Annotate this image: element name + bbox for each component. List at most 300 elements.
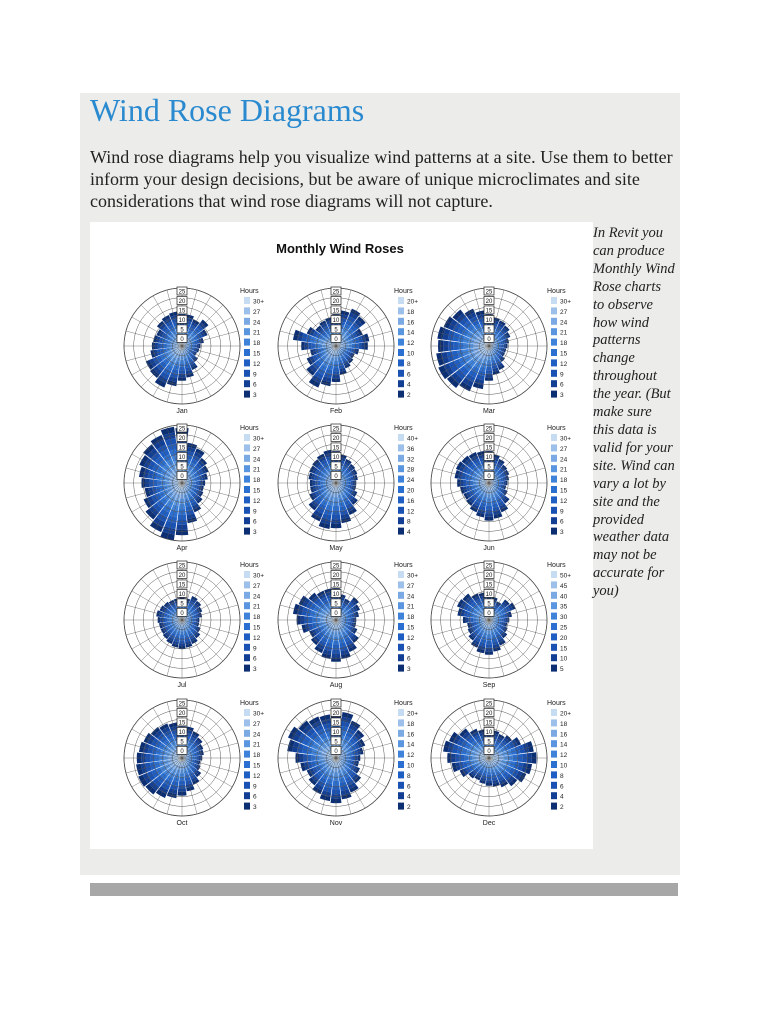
- ring-label: 5: [180, 327, 184, 334]
- legend-swatch: [244, 496, 250, 503]
- ring-label: 25: [178, 701, 186, 708]
- ring-label: 10: [332, 729, 340, 736]
- legend-swatch: [551, 486, 557, 493]
- legend-label: 27: [253, 308, 261, 316]
- ring-label: 5: [487, 601, 491, 608]
- legend-title: Hours: [547, 425, 566, 432]
- legend-label: 8: [407, 772, 411, 780]
- ring-label: 20: [485, 298, 493, 305]
- ring-label: 15: [485, 582, 493, 589]
- legend-title: Hours: [547, 562, 566, 569]
- ring-label: 10: [485, 317, 493, 324]
- legend-swatch: [551, 507, 557, 514]
- legend-swatch: [244, 602, 250, 609]
- ring-label: 10: [178, 454, 186, 461]
- legend-label: 20: [560, 634, 568, 642]
- wind-rose-sep: [431, 561, 571, 689]
- legend-swatch: [551, 654, 557, 661]
- legend-swatch: [398, 623, 404, 630]
- legend-swatch: [244, 507, 250, 514]
- legend-swatch: [551, 623, 557, 630]
- legend-swatch: [398, 349, 404, 356]
- legend-label: 6: [407, 371, 411, 379]
- legend-title: Hours: [240, 700, 259, 707]
- legend-title: Hours: [394, 288, 413, 295]
- ring-label: 5: [334, 739, 338, 746]
- legend-label: 4: [560, 793, 564, 801]
- legend-swatch: [551, 455, 557, 462]
- ring-label: 5: [334, 327, 338, 334]
- ring-label: 0: [334, 473, 338, 480]
- legend-label: 14: [560, 741, 568, 749]
- legend-label: 24: [560, 456, 568, 464]
- side-caption: In Revit you can produce Monthly Wind Rose charts to observe how wind patterns change throughout the year. (But make sure this data is valid for your site. Wind can vary a lot by site and the provided weather data may not be accurate for you): [593, 225, 675, 600]
- monthly-wind-roses-chart: [90, 222, 593, 849]
- legend-label: 20+: [560, 710, 572, 718]
- legend-label: 24: [253, 593, 261, 601]
- legend-swatch: [551, 517, 557, 524]
- legend-label: 12: [253, 772, 261, 780]
- legend-swatch: [398, 751, 404, 758]
- legend-label: 4: [407, 529, 411, 537]
- ring-label: 20: [485, 710, 493, 717]
- legend-label: 12: [253, 360, 261, 368]
- legend-label: 12: [407, 340, 415, 348]
- ring-label: 25: [485, 563, 493, 570]
- legend-label: 15: [560, 487, 568, 495]
- legend-swatch: [244, 761, 250, 768]
- ring-label: 0: [487, 610, 491, 617]
- month-label: Dec: [482, 820, 496, 827]
- month-label: Oct: [176, 820, 188, 827]
- ring-label: 15: [178, 582, 186, 589]
- legend-label: 14: [407, 329, 415, 337]
- legend-label: 24: [560, 319, 568, 327]
- legend-swatch: [551, 391, 557, 398]
- legend-swatch: [551, 709, 557, 716]
- legend-swatch: [244, 486, 250, 493]
- ring-label: 0: [487, 336, 491, 343]
- legend-label: 40: [560, 593, 568, 601]
- legend-swatch: [551, 602, 557, 609]
- legend-label: 6: [560, 381, 564, 389]
- legend-label: 27: [253, 445, 261, 453]
- legend-label: 9: [253, 783, 257, 791]
- legend-label: 8: [407, 360, 411, 368]
- legend-label: 12: [253, 634, 261, 642]
- legend-label: 16: [407, 497, 415, 505]
- legend-swatch: [244, 391, 250, 398]
- legend-swatch: [244, 455, 250, 462]
- legend-swatch: [398, 444, 404, 451]
- legend-label: 27: [253, 720, 261, 728]
- ring-label: 15: [178, 720, 186, 727]
- legend-swatch: [244, 380, 250, 387]
- ring-label: 20: [178, 710, 186, 717]
- legend-label: 10: [560, 762, 568, 770]
- legend-swatch: [551, 592, 557, 599]
- legend-label: 4: [407, 381, 411, 389]
- legend-label: 30+: [407, 572, 419, 580]
- ring-label: 0: [180, 748, 184, 755]
- legend-label: 18: [253, 477, 261, 485]
- ring-label: 10: [332, 454, 340, 461]
- ring-label: 5: [180, 739, 184, 746]
- ring-label: 20: [178, 572, 186, 579]
- legend-title: Hours: [547, 288, 566, 295]
- legend-label: 15: [253, 762, 261, 770]
- ring-label: 15: [178, 308, 186, 315]
- legend-label: 2: [407, 392, 411, 400]
- legend-label: 10: [407, 350, 415, 358]
- legend-label: 36: [407, 445, 415, 453]
- legend-swatch: [244, 359, 250, 366]
- legend-label: 27: [407, 582, 415, 590]
- legend-label: 25: [560, 624, 568, 632]
- legend-swatch: [398, 581, 404, 588]
- month-label: Jul: [177, 682, 187, 689]
- legend-label: 21: [253, 603, 261, 611]
- legend-label: 3: [560, 529, 564, 537]
- legend-label: 14: [407, 741, 415, 749]
- wind-rose-mar: [431, 287, 571, 415]
- legend-label: 40+: [407, 435, 419, 443]
- ring-label: 5: [180, 601, 184, 608]
- legend-label: 2: [560, 804, 564, 812]
- legend-swatch: [398, 633, 404, 640]
- legend-label: 3: [253, 392, 257, 400]
- legend-swatch: [551, 339, 557, 346]
- legend-label: 24: [253, 319, 261, 327]
- legend-swatch: [244, 349, 250, 356]
- legend-swatch: [551, 782, 557, 789]
- legend-label: 27: [253, 582, 261, 590]
- legend-label: 3: [407, 666, 411, 674]
- legend-label: 8: [560, 772, 564, 780]
- ring-label: 0: [180, 336, 184, 343]
- chart-title: Monthly Wind Roses: [276, 241, 404, 256]
- legend-title: Hours: [240, 288, 259, 295]
- legend-label: 12: [253, 497, 261, 505]
- legend-label: 20+: [407, 710, 419, 718]
- legend-swatch: [398, 782, 404, 789]
- legend-swatch: [398, 507, 404, 514]
- legend-label: 3: [253, 529, 257, 537]
- month-label: Feb: [329, 408, 343, 415]
- legend-swatch: [244, 465, 250, 472]
- legend-label: 18: [253, 340, 261, 348]
- legend-swatch: [244, 623, 250, 630]
- legend-label: 50+: [560, 572, 572, 580]
- ring-label: 10: [178, 729, 186, 736]
- legend-swatch: [398, 740, 404, 747]
- legend-swatch: [244, 307, 250, 314]
- month-label: Aug: [329, 682, 343, 689]
- legend-swatch: [551, 318, 557, 325]
- ring-label: 10: [178, 591, 186, 598]
- ring-label: 20: [332, 572, 340, 579]
- legend-swatch: [398, 465, 404, 472]
- ring-label: 25: [332, 563, 340, 570]
- ring-label: 25: [485, 289, 493, 296]
- legend-swatch: [551, 328, 557, 335]
- legend-label: 21: [407, 603, 415, 611]
- legend-label: 16: [407, 319, 415, 327]
- ring-label: 10: [178, 317, 186, 324]
- legend-label: 30+: [253, 572, 265, 580]
- legend-label: 30+: [560, 298, 572, 306]
- wind-rose-dec: [431, 699, 571, 827]
- legend-swatch: [398, 307, 404, 314]
- ring-label: 15: [332, 720, 340, 727]
- ring-label: 15: [485, 720, 493, 727]
- ring-label: 25: [332, 426, 340, 433]
- legend-swatch: [398, 644, 404, 651]
- wind-rose-nov: [278, 699, 418, 827]
- legend-swatch: [398, 486, 404, 493]
- legend-swatch: [244, 434, 250, 441]
- ring-label: 10: [485, 454, 493, 461]
- ring-label: 20: [178, 298, 186, 305]
- legend-label: 12: [407, 752, 415, 760]
- legend-label: 18: [253, 614, 261, 622]
- legend-swatch: [398, 654, 404, 661]
- legend-label: 5: [560, 666, 564, 674]
- legend-swatch: [551, 307, 557, 314]
- month-label: May: [329, 545, 343, 552]
- legend-label: 18: [407, 308, 415, 316]
- legend-swatch: [398, 709, 404, 716]
- ring-label: 15: [332, 308, 340, 315]
- legend-label: 21: [253, 329, 261, 337]
- legend-label: 18: [560, 477, 568, 485]
- legend-label: 32: [407, 456, 415, 464]
- legend-swatch: [551, 644, 557, 651]
- wind-rose-jul: [124, 561, 264, 689]
- legend-label: 30+: [253, 435, 265, 443]
- legend-label: 24: [407, 477, 415, 485]
- legend-title: Hours: [240, 562, 259, 569]
- ring-label: 15: [485, 308, 493, 315]
- legend-label: 12: [407, 508, 415, 516]
- ring-label: 15: [178, 445, 186, 452]
- legend-swatch: [398, 761, 404, 768]
- legend-label: 18: [407, 720, 415, 728]
- legend-swatch: [398, 528, 404, 535]
- legend-swatch: [244, 328, 250, 335]
- intro-paragraph: Wind rose diagrams help you visualize wind patterns at a site. Use them to better inform your design decisions, but be aware of unique microclimates and site considerations that wind rose diagrams will not capture.: [90, 147, 673, 211]
- legend-swatch: [244, 370, 250, 377]
- ring-label: 5: [180, 464, 184, 471]
- legend-label: 15: [407, 624, 415, 632]
- ring-label: 5: [487, 464, 491, 471]
- legend-swatch: [551, 771, 557, 778]
- legend-label: 6: [560, 783, 564, 791]
- legend-label: 28: [407, 466, 415, 474]
- wind-rose-figure: [90, 222, 593, 849]
- legend-label: 16: [407, 731, 415, 739]
- legend-swatch: [398, 803, 404, 810]
- legend-swatch: [551, 297, 557, 304]
- legend-swatch: [551, 476, 557, 483]
- legend-swatch: [398, 297, 404, 304]
- legend-label: 18: [407, 614, 415, 622]
- legend-swatch: [551, 719, 557, 726]
- ring-label: 20: [485, 435, 493, 442]
- legend-swatch: [244, 318, 250, 325]
- legend-swatch: [551, 803, 557, 810]
- legend-swatch: [244, 665, 250, 672]
- legend-swatch: [244, 730, 250, 737]
- ring-label: 0: [334, 610, 338, 617]
- legend-swatch: [551, 349, 557, 356]
- ring-label: 25: [178, 563, 186, 570]
- legend-title: Hours: [394, 700, 413, 707]
- legend-label: 27: [560, 445, 568, 453]
- legend-label: 12: [560, 360, 568, 368]
- legend-label: 6: [407, 655, 411, 663]
- ring-label: 20: [332, 298, 340, 305]
- legend-swatch: [244, 633, 250, 640]
- legend-swatch: [551, 370, 557, 377]
- legend-swatch: [244, 444, 250, 451]
- legend-label: 6: [253, 518, 257, 526]
- wind-rose-aug: [278, 561, 418, 689]
- ring-label: 15: [332, 582, 340, 589]
- legend-swatch: [244, 297, 250, 304]
- legend-swatch: [551, 761, 557, 768]
- legend-swatch: [398, 380, 404, 387]
- legend-label: 10: [407, 762, 415, 770]
- legend-swatch: [244, 771, 250, 778]
- legend-title: Hours: [240, 425, 259, 432]
- legend-label: 4: [407, 793, 411, 801]
- legend-swatch: [551, 465, 557, 472]
- legend-swatch: [551, 571, 557, 578]
- legend-label: 21: [253, 741, 261, 749]
- legend-swatch: [398, 571, 404, 578]
- wind-rose-apr: [124, 424, 264, 552]
- ring-label: 20: [332, 435, 340, 442]
- month-label: Sep: [482, 682, 496, 689]
- ring-label: 5: [334, 464, 338, 471]
- legend-swatch: [398, 792, 404, 799]
- legend-label: 35: [560, 603, 568, 611]
- legend-label: 15: [253, 350, 261, 358]
- ring-label: 0: [334, 748, 338, 755]
- ring-label: 15: [485, 445, 493, 452]
- legend-swatch: [551, 633, 557, 640]
- legend-label: 9: [560, 371, 564, 379]
- month-label: Jan: [176, 408, 188, 415]
- legend-label: 10: [560, 655, 568, 663]
- month-label: Apr: [176, 545, 188, 552]
- legend-swatch: [398, 318, 404, 325]
- ring-label: 15: [332, 445, 340, 452]
- legend-label: 16: [560, 731, 568, 739]
- legend-label: 6: [253, 381, 257, 389]
- ring-label: 5: [487, 327, 491, 334]
- legend-label: 9: [253, 645, 257, 653]
- legend-label: 3: [253, 804, 257, 812]
- legend-swatch: [398, 370, 404, 377]
- ring-label: 25: [332, 701, 340, 708]
- legend-swatch: [398, 391, 404, 398]
- legend-label: 27: [560, 308, 568, 316]
- ring-label: 5: [334, 601, 338, 608]
- legend-label: 24: [407, 593, 415, 601]
- legend-swatch: [398, 719, 404, 726]
- legend-swatch: [398, 434, 404, 441]
- ring-label: 0: [334, 336, 338, 343]
- legend-label: 6: [407, 783, 411, 791]
- legend-swatch: [398, 496, 404, 503]
- legend-swatch: [398, 328, 404, 335]
- legend-swatch: [244, 751, 250, 758]
- legend-swatch: [244, 592, 250, 599]
- legend-label: 12: [560, 752, 568, 760]
- legend-label: 15: [253, 487, 261, 495]
- legend-swatch: [244, 644, 250, 651]
- wind-rose-may: [278, 424, 418, 552]
- legend-swatch: [551, 496, 557, 503]
- legend-swatch: [244, 792, 250, 799]
- legend-swatch: [398, 359, 404, 366]
- legend-swatch: [551, 581, 557, 588]
- legend-swatch: [244, 571, 250, 578]
- ring-label: 25: [485, 701, 493, 708]
- legend-swatch: [398, 665, 404, 672]
- legend-swatch: [398, 613, 404, 620]
- ring-label: 0: [487, 748, 491, 755]
- legend-label: 3: [253, 666, 257, 674]
- wind-rose-jan: [124, 287, 264, 415]
- legend-label: 6: [253, 793, 257, 801]
- legend-label: 45: [560, 582, 568, 590]
- legend-swatch: [244, 803, 250, 810]
- month-label: Mar: [482, 408, 496, 415]
- legend-swatch: [244, 581, 250, 588]
- legend-label: 30+: [253, 710, 265, 718]
- legend-swatch: [551, 380, 557, 387]
- ring-label: 0: [180, 610, 184, 617]
- legend-title: Hours: [394, 562, 413, 569]
- wind-rose-oct: [124, 699, 264, 827]
- legend-label: 18: [253, 752, 261, 760]
- ring-label: 10: [332, 317, 340, 324]
- legend-swatch: [398, 476, 404, 483]
- ring-label: 20: [485, 572, 493, 579]
- legend-label: 9: [560, 508, 564, 516]
- legend-title: Hours: [394, 425, 413, 432]
- legend-label: 18: [560, 720, 568, 728]
- legend-swatch: [551, 730, 557, 737]
- legend-label: 21: [560, 329, 568, 337]
- legend-label: 12: [407, 634, 415, 642]
- legend-label: 21: [560, 466, 568, 474]
- legend-swatch: [244, 740, 250, 747]
- ring-label: 25: [485, 426, 493, 433]
- legend-label: 24: [253, 731, 261, 739]
- month-label: Nov: [329, 820, 343, 827]
- ring-label: 25: [332, 289, 340, 296]
- legend-label: 30: [560, 614, 568, 622]
- legend-swatch: [244, 654, 250, 661]
- legend-swatch: [551, 792, 557, 799]
- wind-rose-feb: [278, 287, 418, 415]
- legend-swatch: [398, 455, 404, 462]
- legend-label: 15: [560, 350, 568, 358]
